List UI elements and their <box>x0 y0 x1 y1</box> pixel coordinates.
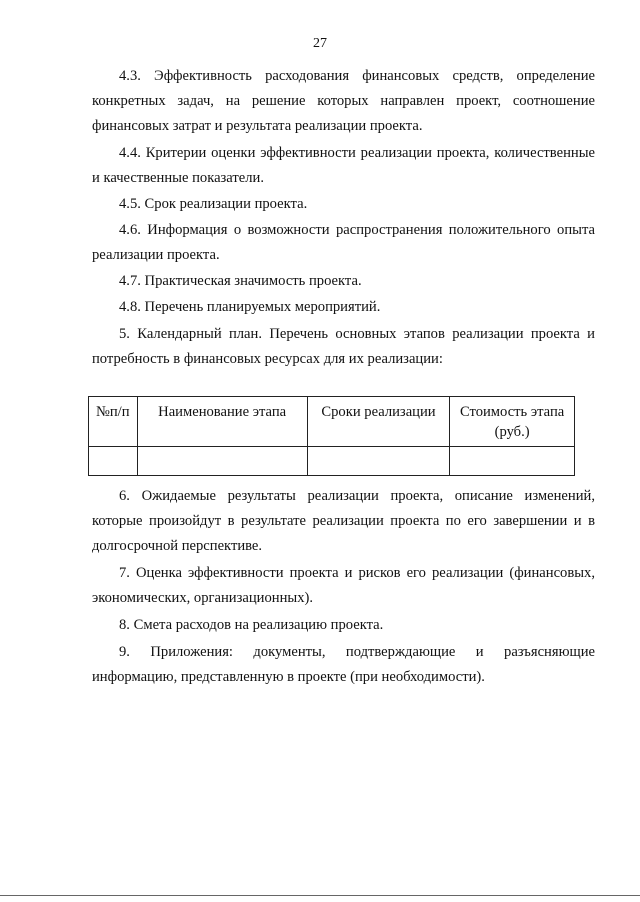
paragraph-4-3: 4.3. Эффективность расходования финансовых средств, определение конкретных задач, на решение которых направлен проект, соотношение финансовых затрат и результата реализации проекта. <box>92 68 595 134</box>
paragraph-4-4: 4.4. Критерии оценки эффективности реализации проекта, количественные и качественные показатели. <box>92 145 595 186</box>
calendar-plan-table <box>88 396 575 476</box>
table-header-row <box>89 397 575 447</box>
paragraph-4-8: 4.8. Перечень планируемых мероприятий. <box>119 299 381 315</box>
column-header-stage-name: Наименование этапа <box>137 397 307 447</box>
column-header-cost: Стоимость этапа (руб.) <box>450 397 575 447</box>
column-header-timeline: Сроки реализации <box>307 397 449 447</box>
paragraph-4-7: 4.7. Практическая значимость проекта. <box>119 273 362 289</box>
paragraph-4-5: 4.5. Срок реализации проекта. <box>119 196 308 212</box>
paragraph-7: 7. Оценка эффективности проекта и рисков его реализации (финансовых, экономических, организационных). <box>92 565 595 606</box>
table-cell <box>307 447 449 476</box>
page-number: 27 <box>313 36 327 51</box>
paragraph-5: 5. Календарный план. Перечень основных этапов реализации проекта и потребность в финансовых ресурсах для их реализации: <box>92 326 595 367</box>
page-bottom-rule <box>0 895 640 896</box>
table-cell <box>89 447 138 476</box>
paragraph-8: 8. Смета расходов на реализацию проекта. <box>119 617 384 633</box>
table-cell <box>137 447 307 476</box>
paragraph-9: 9. Приложения: документы, подтверждающие и разъясняющие информацию, представленную в проекте (при необходимости). <box>92 644 595 685</box>
paragraph-4-6: 4.6. Информация о возможности распространения положительного опыта реализации проекта. <box>92 222 595 263</box>
paragraph-6: 6. Ожидаемые результаты реализации проекта, описание изменений, которые произойдут в результате реализации проекта по его завершении и в долгосрочной перспективе. <box>92 488 595 554</box>
column-header-number: №п/п <box>89 397 138 447</box>
table-cell <box>450 447 575 476</box>
table-row <box>89 447 575 476</box>
